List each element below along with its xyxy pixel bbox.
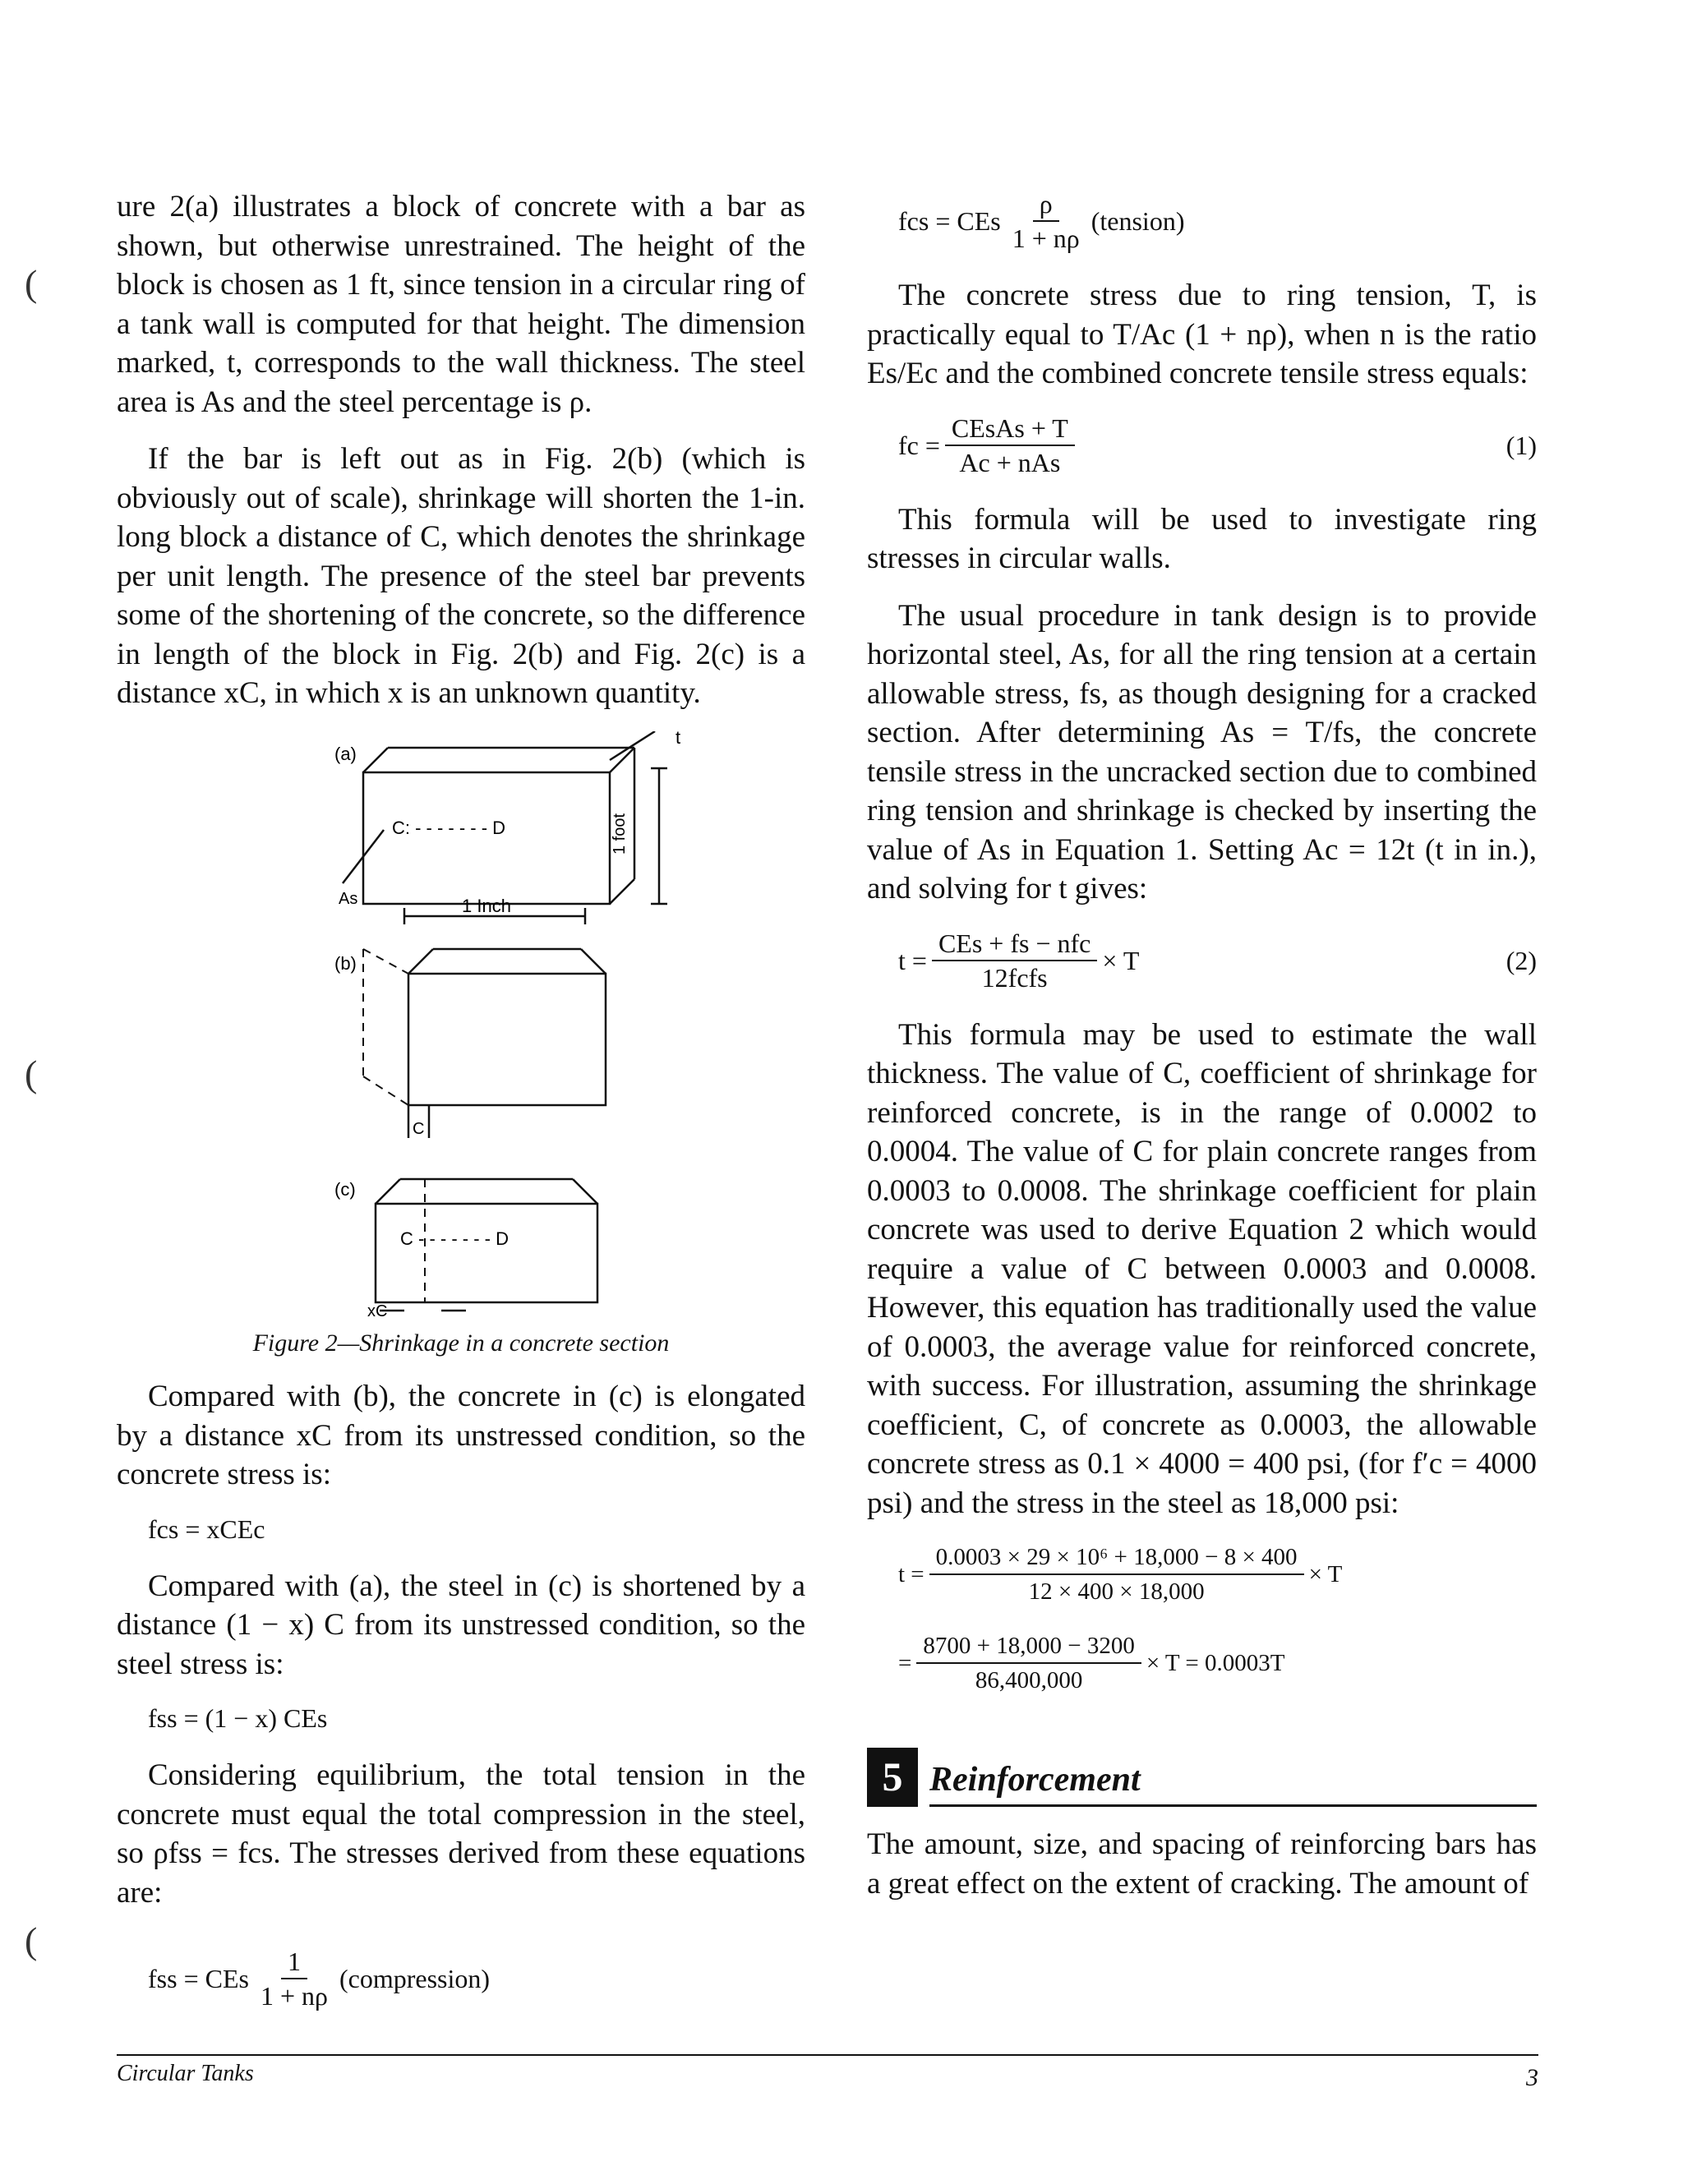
equation-3 [898,1541,1537,1608]
eq-tail: × T [1308,1561,1343,1587]
fig-xc-mark: xC [367,1302,388,1319]
footer-title: Circular Tanks [117,2061,254,2086]
fig-one-foot: 1 foot [611,813,629,855]
equation-fcs: fcs = xCEc [148,1514,265,1544]
fig-c-mark: C [413,1119,425,1138]
margin-mark: ( [25,1053,38,1094]
paragraph: The usual procedure in tank design is to provide horizontal steel, As, for all the ring tension at a certain allowable stress, fs, as though designing for a cracked section. After determining As = T/fs, the concrete tensile stress in the uncracked section due to combined ring tension and shrinkage is checked by inserting the value of As in Equation 1. Setting Ac = 12t (t in in.), and solving for t gives: [867,598,1537,905]
eq-tail: (tension) [1090,206,1185,236]
equation-number: (1) [1505,430,1537,460]
eq-denominator: 1 + nρ [1012,223,1080,253]
paragraph: If the bar is left out as in Fig. 2(b) (which is obviously out of scale), shrinkage will shorten the 1-in. long block a distance of C, which denotes the shrinkage per unit length. The presence of the steel bar prevents some of the shortening of the concrete, so the difference in length of the block in Fig. 2(b) and Fig. 2(c) is a distance xC, in which x is an unknown quantity. [117,442,805,710]
eq-denominator: 86,400,000 [975,1667,1083,1693]
page-number: 3 [1526,2064,1538,2091]
eq-fraction [945,412,1075,479]
paragraph: Compared with (b), the concrete in (c) is elongated by a distance xC from its unstressed condition, so the concrete stress is: [117,1380,805,1491]
eq-fraction [1006,187,1086,255]
eq-lhs: fcs = CEs [898,206,1001,236]
margin-mark: ( [25,262,38,304]
eq-lhs: t = [898,945,927,975]
left-column [117,187,805,2034]
eq-denominator: Ac + nAs [959,447,1061,477]
figure-2 [117,731,805,1319]
equation-fcs-tension [898,187,1537,255]
eq-lhs: = [898,1650,912,1676]
shrinkage-diagram [117,731,805,1319]
eq-fraction [254,1945,334,2012]
eq-numerator: 0.0003 × 29 × 10⁶ + 18,000 − 8 × 400 [929,1541,1304,1575]
eq-fraction [932,927,1097,994]
equation-fss-compression [148,1945,805,2012]
right-column [867,187,1537,1921]
margin-mark: ( [25,1919,38,1961]
fig-label-b: (b) [334,952,357,974]
fig-one-inch: 1 Inch [462,895,511,916]
fig-label-c: (c) [334,1178,356,1200]
fig-label-a: (a) [334,743,357,764]
fig-dash-c: C - - - - - - - D [400,1228,509,1249]
eq-tail: × T = 0.0003T [1146,1650,1285,1676]
eq-fraction [916,1629,1141,1697]
equation-number: (2) [1505,945,1537,975]
equation-4 [898,1629,1537,1697]
eq-tail: (compression) [339,1964,491,1993]
eq-numerator: 8700 + 18,000 − 3200 [916,1629,1141,1664]
section-title: Reinforcement [929,1761,1537,1808]
page-footer [117,2054,1538,2091]
paragraph: This formula may be used to estimate the wall thickness. The value of C, coefficient of shrinkage for reinforced concrete, is in the range of 0.0002 to 0.0004. The value of C for plain concrete ranges from 0.0003 to 0.0008. The shrinkage coefficient for plain concrete was used to derive Equation 2 which would require a value of C between 0.0003 and 0.0008. However, this equation has traditionally used the value of 0.0003, the average value for reinforced concrete, with success. For illustration, assuming the shrinkage coefficient, C, of concrete as 0.0003, the allowable concrete stress as 0.1 × 4000 = 400 psi, (for f′c = 4000 psi) and the stress in the steel as 18,000 psi: [867,1017,1537,1520]
eq-fraction [929,1541,1304,1608]
paragraph: The amount, size, and spacing of reinforcing bars has a great effect on the extent of cracking. The amount of [867,1827,1537,1901]
fig-dash-a: C: - - - - - - - D [392,817,506,838]
eq-tail: × T [1102,945,1140,975]
eq-numerator: CEsAs + T [945,412,1075,446]
paragraph: Considering equilibrium, the total tension in the concrete must equal the total compression in the steel, so ρfss = fcs. The stresses derived from these equations are: [117,1758,805,1910]
figure-caption: Figure 2—Shrinkage in a concrete section [252,1329,670,1357]
eq-numerator: ρ [1033,187,1059,222]
section-number: 5 [867,1748,918,1807]
equation-1 [898,412,1537,479]
eq-numerator: 1 [281,1945,307,1979]
eq-denominator: 12 × 400 × 18,000 [1028,1578,1205,1605]
eq-denominator: 1 + nρ [260,1981,328,2011]
eq-denominator: 12fcfs [981,962,1048,993]
fig-as: As [339,889,358,908]
paragraph: ure 2(a) illustrates a block of concrete with a bar as shown, but otherwise unrestrained. The height of the block is chosen as 1 ft, since tension in a circular ring of a tank wall is computed for that height. The dimension marked, t, corresponds to the wall thickness. The steel area is As and the steel percentage is ρ. [117,190,805,419]
eq-lhs: fc = [898,430,940,460]
eq-lhs: fss = CEs [148,1964,249,1993]
paragraph: Compared with (a), the steel in (c) is shortened by a distance (1 − x) C from its unstressed condition, so the steel stress is: [117,1569,805,1681]
eq-lhs: t = [898,1561,924,1587]
section-heading [867,1748,1537,1807]
equation-fss: fss = (1 − x) CEs [148,1703,328,1733]
fig-t: t [676,730,681,748]
paragraph: The concrete stress due to ring tension, T, is practically equal to T/Ac (1 + nρ), when n is the ratio Es/Ec and the combined concrete tensile stress equals: [867,279,1537,390]
eq-numerator: CEs + fs − nfc [932,927,1097,961]
paragraph: This formula will be used to investigate ring stresses in circular walls. [867,502,1537,575]
equation-2 [898,927,1537,994]
